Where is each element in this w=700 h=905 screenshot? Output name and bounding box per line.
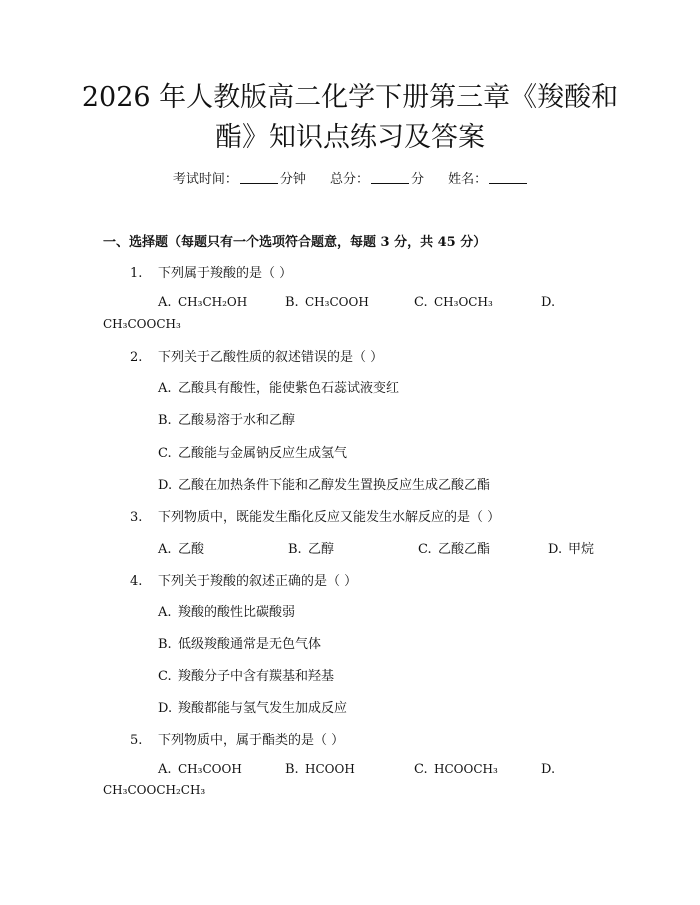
option-b: B. HCOOH bbox=[285, 762, 355, 777]
option-c: C. CH₃OCH₃ bbox=[414, 295, 493, 310]
question-text: 下列物质中，属于酯类的是（ ） bbox=[158, 733, 345, 748]
option-b: B. 乙醇 bbox=[288, 542, 335, 557]
question-number: 4. bbox=[130, 574, 143, 589]
title-line-2: 酯》知识点练习及答案 bbox=[215, 122, 485, 153]
option-a: A. 羧酸的酸性比碳酸弱 bbox=[158, 605, 296, 620]
exam-time-label: 考试时间： bbox=[172, 172, 238, 187]
student-name bbox=[448, 168, 527, 187]
total-score bbox=[330, 168, 424, 187]
student-name-label: 姓名： bbox=[448, 172, 488, 187]
exam-time-unit: 分钟 bbox=[279, 172, 306, 187]
question-1 bbox=[130, 262, 292, 281]
option-d-letter: D. bbox=[541, 762, 556, 777]
question-text: 下列关于乙酸性质的叙述错误的是（ ） bbox=[158, 350, 384, 365]
option-b: B. 乙酸易溶于水和乙醇 bbox=[158, 413, 296, 428]
option-a: A. 乙酸 bbox=[158, 542, 205, 557]
option-d: D. 乙酸在加热条件下能和乙醇发生置换反应生成乙酸乙酯 bbox=[158, 478, 491, 493]
option-b: B. CH₃COOH bbox=[285, 295, 369, 310]
question-number: 2. bbox=[130, 350, 143, 365]
question-text: 下列属于羧酸的是（ ） bbox=[158, 266, 293, 281]
question-4 bbox=[130, 570, 357, 589]
question-3 bbox=[130, 506, 500, 525]
question-text: 下列关于羧酸的叙述正确的是（ ） bbox=[158, 574, 358, 589]
question-number: 1. bbox=[130, 266, 143, 281]
total-score-blank bbox=[371, 171, 409, 184]
option-d-letter: D. bbox=[541, 295, 556, 310]
option-a: A. 乙酸具有酸性，能使紫色石蕊试液变红 bbox=[158, 381, 400, 396]
option-c: C. 乙酸能与金属钠反应生成氢气 bbox=[158, 446, 348, 461]
question-text: 下列物质中，既能发生酯化反应又能发生水解反应的是（ ） bbox=[158, 510, 501, 525]
option-a: A. CH₃COOH bbox=[158, 762, 242, 777]
section-heading: 一、选择题（每题只有一个选项符合题意，每题 3 分，共 45 分） bbox=[103, 235, 487, 250]
option-c: C. 羧酸分子中含有羰基和羟基 bbox=[158, 669, 335, 684]
question-number: 5. bbox=[130, 733, 143, 748]
option-d: D. 甲烷 bbox=[548, 542, 595, 557]
title-line-1: 2026 年人教版高二化学下册第三章《羧酸和 bbox=[81, 82, 619, 113]
question-number: 3. bbox=[130, 510, 143, 525]
student-name-blank bbox=[489, 171, 527, 184]
option-c: C. HCOOCH₃ bbox=[414, 762, 498, 777]
option-c: C. 乙酸乙酯 bbox=[418, 542, 491, 557]
exam-info bbox=[0, 168, 700, 187]
exam-time-blank bbox=[240, 171, 278, 184]
total-score-unit: 分 bbox=[411, 172, 425, 187]
document-title bbox=[60, 78, 640, 158]
question-5 bbox=[130, 729, 344, 748]
exam-time bbox=[173, 168, 306, 187]
option-d-text: CH₃COOCH₃ bbox=[103, 317, 181, 331]
option-d-text: CH₃COOCH₂CH₃ bbox=[103, 783, 206, 797]
option-d: D. 羧酸都能与氢气发生加成反应 bbox=[158, 701, 348, 716]
option-b: B. 低级羧酸通常是无色气体 bbox=[158, 637, 322, 652]
question-2 bbox=[130, 346, 383, 365]
total-score-label: 总分： bbox=[329, 172, 369, 187]
option-a: A. CH₃CH₂OH bbox=[158, 295, 248, 310]
